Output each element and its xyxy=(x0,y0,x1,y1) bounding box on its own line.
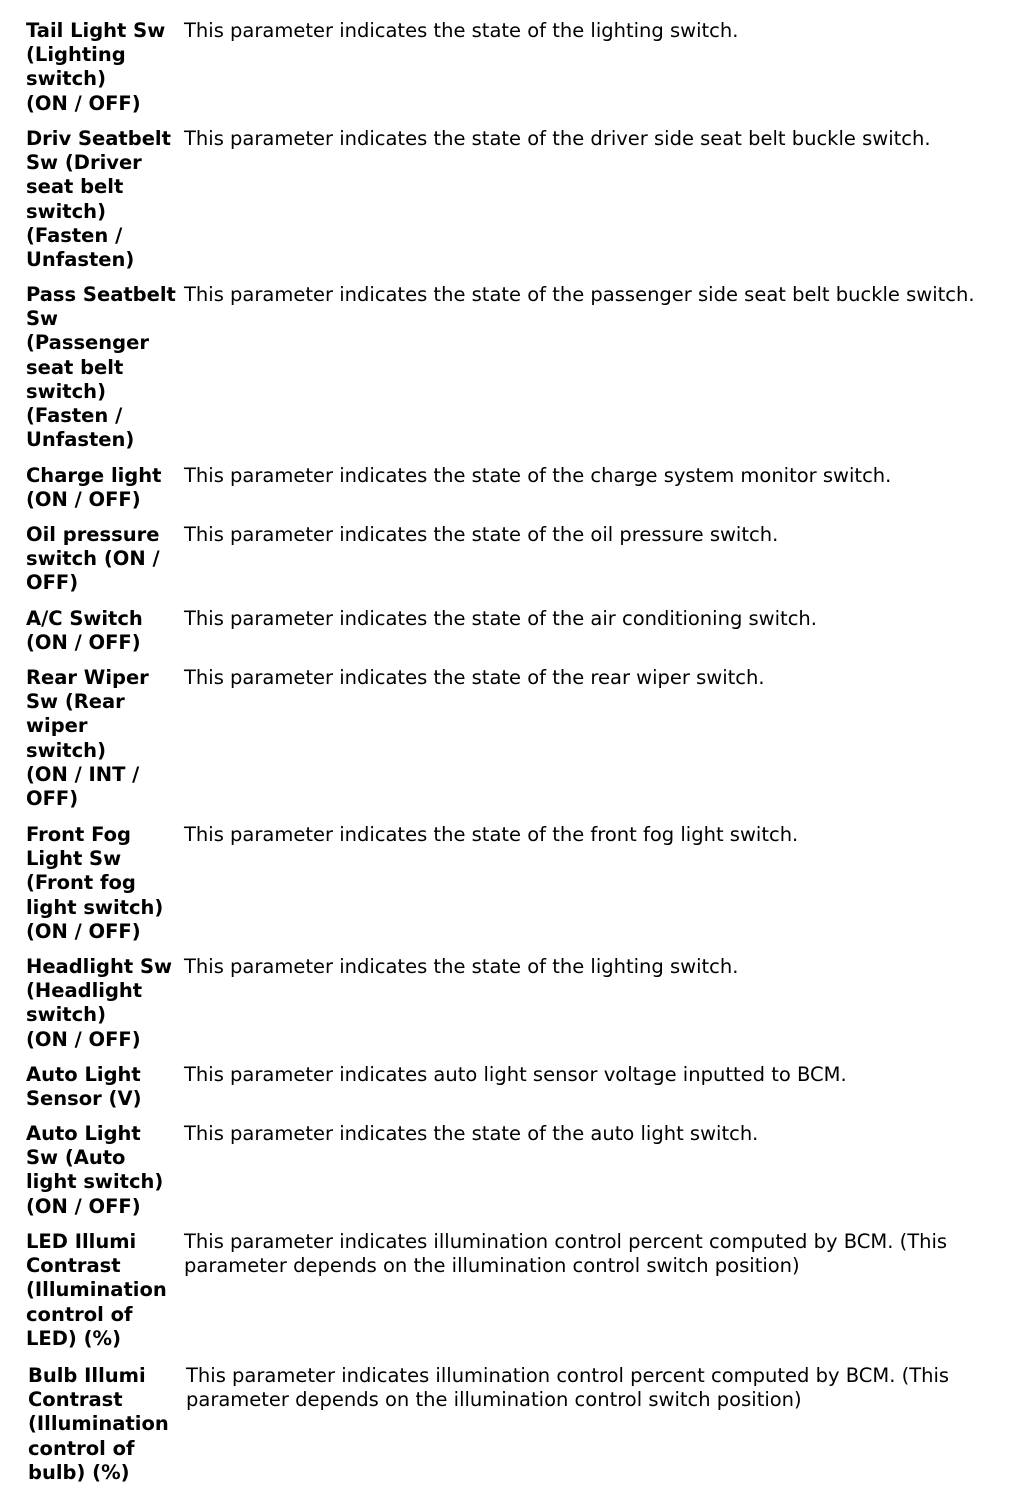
parameter-name-line: (ON / OFF) xyxy=(26,91,141,115)
parameter-name-line: (Front fog xyxy=(26,871,136,895)
parameter-name-line: LED Illumi xyxy=(26,1230,137,1253)
parameter-name xyxy=(28,1364,188,1485)
parameter-name xyxy=(26,955,186,1052)
parameter-name-line: (ON / OFF) xyxy=(26,919,141,943)
parameter-name-line: seat belt xyxy=(26,175,124,199)
parameter-description-line: This parameter indicates the state of the driver side seat belt buckle switch. xyxy=(184,127,931,150)
parameter-description xyxy=(184,1230,1014,1278)
parameter-name-line: seat belt xyxy=(26,355,124,379)
parameter-name-line: Unfasten) xyxy=(26,428,135,452)
parameter-name-line: Auto Light xyxy=(26,1063,141,1086)
parameter-name-line: switch) xyxy=(26,738,106,762)
parameter-description-line: This parameter indicates the state of the oil pressure switch. xyxy=(184,523,779,546)
parameter-name-line: OFF) xyxy=(26,787,79,811)
parameter-name-line: (Fasten / xyxy=(26,223,123,247)
parameter-name-line: (ON / OFF) xyxy=(26,631,141,655)
parameter-name-line: (Lighting xyxy=(26,43,126,67)
parameter-name-line: Rear Wiper xyxy=(26,666,149,689)
parameter-description xyxy=(186,1364,1016,1412)
parameter-name xyxy=(26,19,186,116)
parameter-name-line: Oil pressure xyxy=(26,523,160,546)
parameter-name-line: switch) xyxy=(26,199,106,223)
parameter-description xyxy=(184,283,1014,307)
parameter-name xyxy=(26,1063,186,1111)
parameter-name-line: (Illumination xyxy=(26,1278,167,1302)
parameter-description xyxy=(184,1122,1014,1146)
parameter-name-line: Tail Light Sw xyxy=(26,19,166,42)
parameter-name-line: Contrast xyxy=(26,1254,121,1278)
parameter-description-line: This parameter indicates the state of the charge system monitor switch. xyxy=(184,464,892,487)
parameter-name-line: Light Sw xyxy=(26,847,122,871)
parameter-name xyxy=(26,607,186,655)
parameter-description xyxy=(184,607,1014,631)
parameter-name-line: (ON / OFF) xyxy=(26,1027,141,1051)
parameter-name-line: light switch) xyxy=(26,1170,164,1194)
parameter-name-line: switch) xyxy=(26,379,106,403)
parameter-name xyxy=(26,283,186,452)
parameter-name-line: (ON / OFF) xyxy=(26,488,141,512)
parameter-description-line: This parameter indicates the state of the lighting switch. xyxy=(184,19,739,42)
parameter-name-line: Headlight Sw xyxy=(26,955,173,978)
parameter-name xyxy=(26,127,186,272)
parameter-description-line: This parameter indicates auto light sensor voltage inputted to BCM. xyxy=(184,1063,847,1086)
parameter-name-line: (Passenger xyxy=(26,331,149,355)
parameter-name xyxy=(26,666,186,811)
parameter-name-line: (ON / OFF) xyxy=(26,1194,141,1218)
parameter-description-line: This parameter indicates the state of the lighting switch. xyxy=(184,955,739,978)
parameter-name-line: Sensor (V) xyxy=(26,1087,142,1111)
parameter-name-line: Auto Light xyxy=(26,1122,141,1145)
parameter-description-line: This parameter indicates illumination control percent computed by BCM. (This xyxy=(186,1364,950,1387)
parameter-name xyxy=(26,1122,186,1219)
parameter-name-line: control of xyxy=(26,1302,133,1326)
parameter-name-line: (Fasten / xyxy=(26,404,123,428)
parameter-name-line: Front Fog xyxy=(26,823,131,846)
parameter-name xyxy=(26,464,186,512)
parameter-description-line: This parameter indicates the state of the front fog light switch. xyxy=(184,823,799,846)
parameter-name-line: switch) xyxy=(26,67,106,91)
parameter-name-line: Unfasten) xyxy=(26,248,135,272)
parameter-name-line: Driv Seatbelt xyxy=(26,127,171,150)
parameter-name-line: Pass Seatbelt xyxy=(26,283,176,306)
parameter-description-line: parameter depends on the illumination control switch position) xyxy=(186,1388,802,1412)
parameter-name-line: switch) xyxy=(26,1003,106,1027)
parameter-description-line: This parameter indicates the state of the rear wiper switch. xyxy=(184,666,765,689)
parameter-name-line: wiper xyxy=(26,714,88,738)
parameter-description xyxy=(184,955,1014,979)
parameter-description xyxy=(184,1063,1014,1087)
parameter-name-line: Bulb Illumi xyxy=(28,1364,146,1387)
parameter-description-line: This parameter indicates the state of the auto light switch. xyxy=(184,1122,759,1145)
parameter-name-line: Charge light xyxy=(26,464,162,487)
parameter-name-line: LED) (%) xyxy=(26,1326,121,1350)
parameter-description xyxy=(184,19,1014,43)
parameter-description xyxy=(184,464,1014,488)
parameter-description xyxy=(184,823,1014,847)
parameter-name-line: Sw (Rear xyxy=(26,690,125,714)
parameter-name-line: Sw (Driver xyxy=(26,151,142,175)
parameter-name-line: Sw (Auto xyxy=(26,1146,126,1170)
parameter-name xyxy=(26,1230,186,1351)
parameter-name-line: control of xyxy=(28,1436,135,1460)
parameter-name-line: (ON / INT / xyxy=(26,762,140,786)
parameter-description xyxy=(184,666,1014,690)
parameter-name-line: switch (ON / xyxy=(26,547,160,571)
parameter-name-line: A/C Switch xyxy=(26,607,143,630)
parameter-name-line: Sw xyxy=(26,307,59,331)
parameter-name xyxy=(26,523,186,596)
parameter-description-line: parameter depends on the illumination control switch position) xyxy=(184,1254,800,1278)
parameter-description xyxy=(184,523,1014,547)
parameter-description-line: This parameter indicates the state of the air conditioning switch. xyxy=(184,607,817,630)
parameter-name-line: (Illumination xyxy=(28,1412,169,1436)
parameter-description-line: This parameter indicates the state of the passenger side seat belt buckle switch. xyxy=(184,283,975,306)
parameter-name-line: Contrast xyxy=(28,1388,123,1412)
parameter-name-line: light switch) xyxy=(26,895,164,919)
parameter-description xyxy=(184,127,1014,151)
parameter-name xyxy=(26,823,186,944)
parameter-name-line: bulb) (%) xyxy=(28,1460,130,1484)
parameter-name-line: OFF) xyxy=(26,571,79,595)
parameter-name-line: (Headlight xyxy=(26,979,143,1003)
parameter-description-line: This parameter indicates illumination control percent computed by BCM. (This xyxy=(184,1230,948,1253)
